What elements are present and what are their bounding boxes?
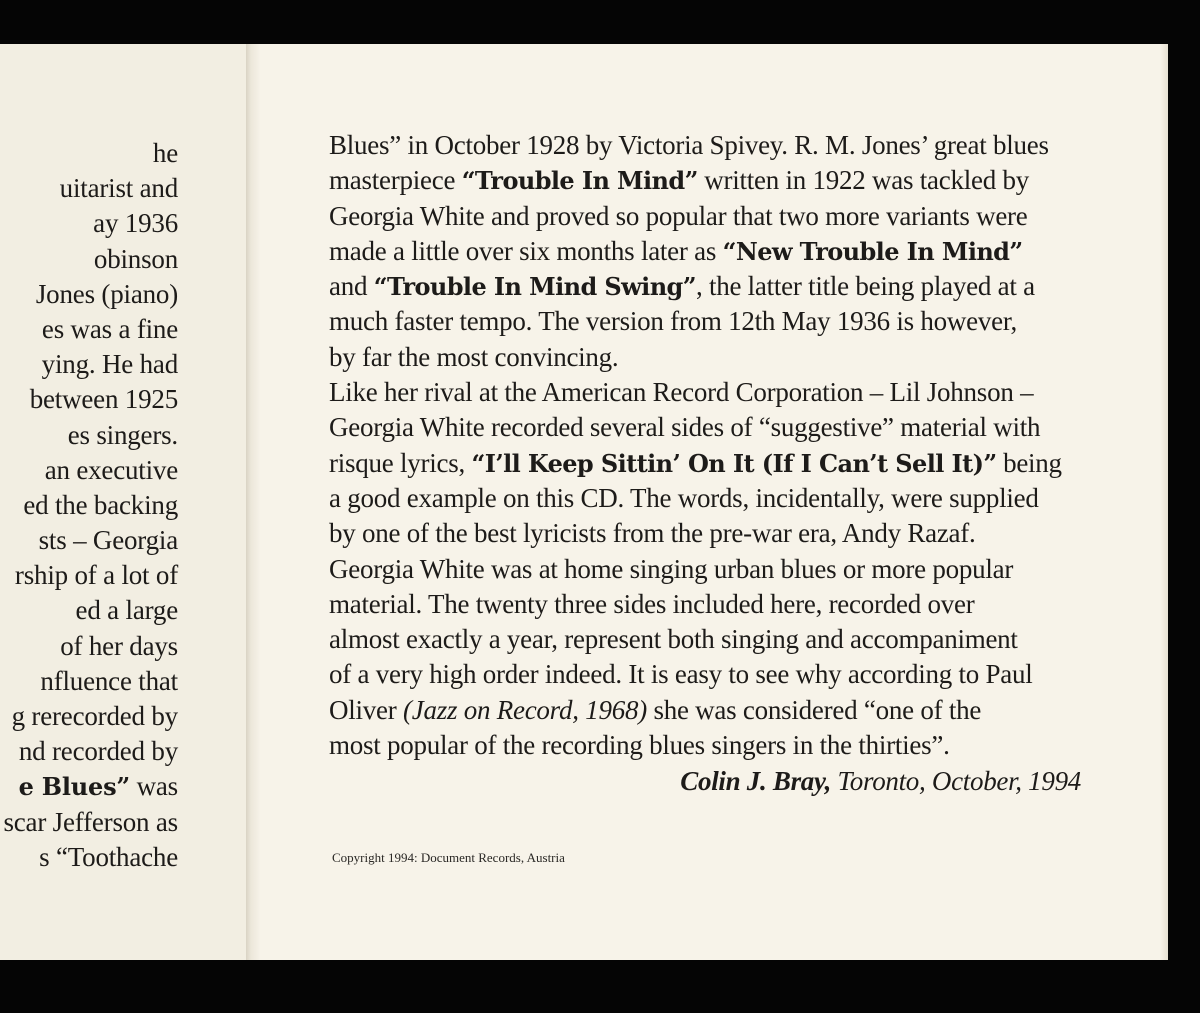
text-line (329, 446, 1089, 481)
left-text-line (3, 488, 178, 523)
left-page-clip (0, 44, 246, 960)
text-segment: Georgia White was at home singing urban blues or more popular (329, 553, 1014, 584)
left-text-line (3, 593, 178, 628)
text-line (329, 340, 1089, 375)
line-text: uitarist and (59, 173, 178, 204)
left-page-text (3, 136, 178, 875)
song-title: “I’ll Keep Sittin’ On It (If I Can’t Sell It)” (471, 448, 997, 478)
text-segment: Oliver (329, 694, 403, 725)
text-line (329, 587, 1089, 622)
left-text-line (3, 558, 178, 593)
page-fold (246, 44, 260, 960)
left-text-line (3, 347, 178, 382)
text-line (329, 693, 1089, 728)
text-segment: material. The twenty three sides included here, recorded over (329, 588, 975, 619)
text-segment: , the latter title being played at a (695, 271, 1035, 302)
line-text: sts – Georgia (38, 525, 178, 556)
line-text: s “Toothache (39, 841, 178, 872)
song-title: “New Trouble In Mind” (722, 236, 1023, 266)
text-segment: she was considered “one of the (646, 694, 982, 725)
right-page (260, 44, 1168, 960)
credit-place-date: Toronto, October, 1994 (831, 766, 1081, 796)
text-segment: Blues” in October 1928 by Victoria Spivey. R. M. Jones’ great blues (329, 130, 1049, 160)
text-segment: much faster tempo. The version from 12th May 1936 is however, (329, 306, 1018, 337)
page-edge (1160, 44, 1168, 960)
line-text: Jones (piano) (35, 278, 178, 309)
left-text-line (3, 734, 178, 769)
left-text-line (3, 523, 178, 558)
text-line (329, 269, 1089, 304)
line-text: g rerecorded by (11, 701, 178, 731)
line-text: ed a large (75, 595, 178, 626)
line-text: scar Jefferson as (3, 806, 178, 837)
text-segment: of a very high order indeed. It is easy to see why according to Paul (329, 659, 1033, 690)
text-line (329, 516, 1089, 551)
song-title: “Trouble In Mind” (461, 166, 698, 196)
text-line (329, 728, 1089, 763)
line-text: was (130, 771, 178, 802)
left-text-line (3, 840, 178, 875)
left-text-line (3, 453, 178, 488)
text-segment: almost exactly a year, represent both singing and accompaniment (329, 624, 1018, 655)
text-line (329, 234, 1089, 269)
text-line (329, 481, 1089, 516)
left-text-line (3, 312, 178, 347)
left-text-line (3, 242, 178, 277)
text-line (329, 622, 1089, 657)
text-line (329, 375, 1089, 410)
text-line (329, 304, 1089, 339)
left-text-line (3, 206, 178, 241)
text-segment: most popular of the recording blues singers in the thirties”. (329, 730, 950, 761)
text-segment: written in 1922 was tackled by (697, 165, 1029, 196)
text-line (329, 657, 1089, 692)
line-text: ying. He had (41, 349, 178, 380)
left-text-line (3, 382, 178, 417)
left-page (0, 44, 246, 960)
cd-booklet (0, 44, 1168, 960)
text-segment: Georgia White recorded several sides of “suggestive” material with (329, 412, 1041, 443)
line-text: ed the backing (23, 489, 178, 520)
left-text-line (3, 629, 178, 664)
line-text: of her days (60, 630, 178, 661)
left-text-line (3, 664, 178, 699)
left-text-line (3, 699, 178, 734)
text-line (329, 128, 1089, 163)
text-segment: being (996, 447, 1062, 478)
line-text: nfluence that (40, 665, 178, 696)
text-segment: by one of the best lyricists from the pre-war era, Andy Razaf. (329, 518, 976, 549)
left-text-line (3, 805, 178, 840)
text-line (329, 410, 1089, 445)
text-segment: by far the most convincing. (329, 341, 619, 372)
copyright-notice: Copyright 1994: Document Records, Austria (332, 850, 565, 865)
line-text: obinson (93, 243, 178, 274)
book-citation: (Jazz on Record, 1968) (402, 694, 647, 725)
text-segment: a good example on this CD. The words, incidentally, were supplied (329, 482, 1039, 513)
text-line (329, 199, 1089, 234)
author-credit (680, 766, 1081, 797)
left-text-line (3, 171, 178, 206)
text-segment: and (329, 271, 374, 302)
text-segment: Georgia White and proved so popular that two more variants were (329, 200, 1028, 231)
text-segment: masterpiece (329, 165, 462, 196)
text-segment: made a little over six months later as (329, 235, 723, 266)
author-name: Colin J. Bray, (680, 766, 832, 796)
text-line (329, 552, 1089, 587)
left-text-line (3, 418, 178, 453)
text-segment: Like her rival at the American Record Corporation – Lil Johnson – (329, 377, 1034, 408)
line-text: between 1925 (29, 384, 178, 415)
text-segment: risque lyrics, (329, 447, 472, 478)
line-text: es singers. (67, 419, 178, 450)
text-line (329, 163, 1089, 198)
line-text: ay 1936 (93, 208, 178, 239)
line-text: es was a fine (41, 313, 178, 344)
line-text: an executive (44, 454, 178, 485)
liner-notes-text (329, 128, 1089, 763)
line-text: he (152, 138, 178, 168)
line-text: nd recorded by (18, 736, 178, 767)
left-text-line (3, 277, 178, 312)
left-text-line (3, 769, 178, 804)
bold-title: e Blues” (18, 772, 131, 802)
left-text-line (3, 136, 178, 171)
line-text: rship of a lot of (14, 560, 178, 591)
song-title: “Trouble In Mind Swing” (373, 272, 696, 302)
